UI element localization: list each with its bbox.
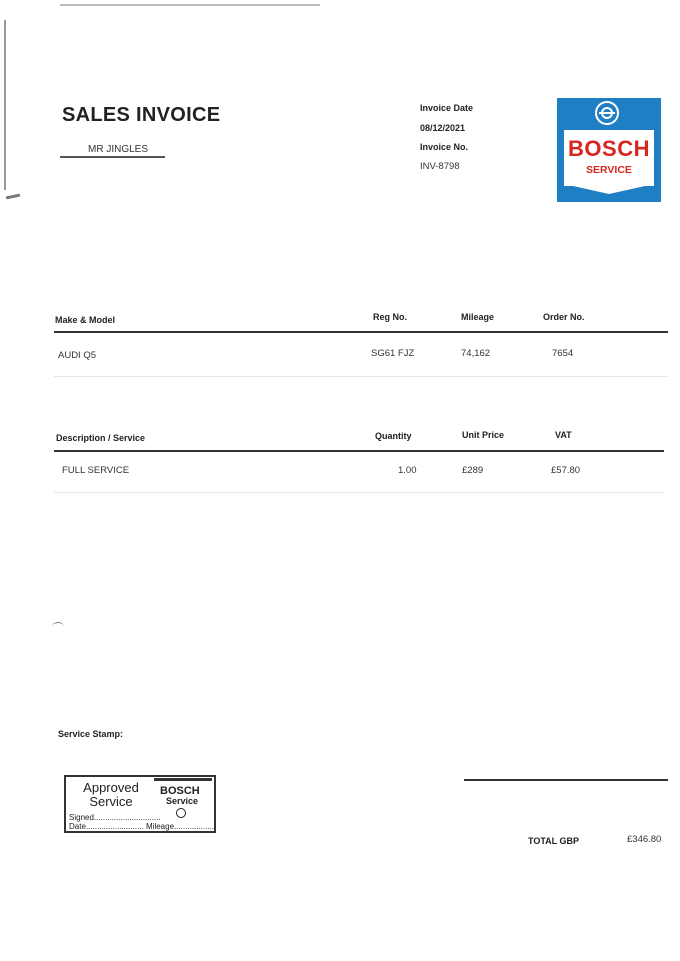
invoice-no-label: Invoice No. xyxy=(420,142,469,152)
vehicle-header-order-no: Order No. xyxy=(543,312,585,322)
vehicle-reg-no: SG61 FJZ xyxy=(371,348,415,359)
item-unit-price: £289 xyxy=(462,465,484,476)
stamp-brand-text: BOSCH xyxy=(160,785,200,797)
stamp-service-text: Service xyxy=(166,796,199,806)
service-stamp-label: Service Stamp: xyxy=(58,729,124,739)
vehicle-header-reg-no: Reg No. xyxy=(373,312,408,322)
logo-service-text: SERVICE xyxy=(586,164,632,176)
total-value: £346.80 xyxy=(627,834,662,845)
item-description: FULL SERVICE xyxy=(62,465,130,476)
stamp-mileage-line: Mileage.................. xyxy=(146,822,215,831)
scan-mark-left xyxy=(6,194,20,200)
item-vat: £57.80 xyxy=(551,465,581,476)
bosch-armature-icon xyxy=(595,101,619,125)
vehicle-order-no: 7654 xyxy=(552,348,574,359)
stamp-signed-line: Signed.............................. xyxy=(69,813,161,822)
scan-edge-left xyxy=(4,20,6,190)
logo-brand-text: BOSCH xyxy=(568,136,650,161)
vehicle-header-mileage: Mileage xyxy=(461,312,495,322)
stamp-date-line: Date.......................... xyxy=(69,822,144,831)
stamp-approved-text: Approved Service xyxy=(83,780,139,809)
vehicle-mileage: 74,162 xyxy=(461,348,491,359)
invoice-no-value: INV-8798 xyxy=(420,161,460,172)
items-header-vat: VAT xyxy=(555,430,572,440)
bosch-service-logo xyxy=(557,98,661,202)
approved-service-stamp xyxy=(64,775,216,833)
invoice-date-value: 08/12/2021 xyxy=(420,123,466,133)
items-header-rule xyxy=(54,450,664,452)
total-rule xyxy=(464,779,668,781)
vehicle-header-rule xyxy=(54,331,668,333)
invoice-date-label: Invoice Date xyxy=(420,103,474,113)
vehicle-header-make-model: Make & Model xyxy=(55,315,116,325)
vehicle-make-model: AUDI Q5 xyxy=(58,350,97,361)
vehicle-row-rule xyxy=(54,376,668,377)
items-header-unit-price: Unit Price xyxy=(462,430,505,440)
items-row-rule xyxy=(54,492,664,493)
items-header-quantity: Quantity xyxy=(375,431,412,441)
customer-name: MR JINGLES xyxy=(88,144,149,155)
stamp-bosch-icon xyxy=(176,808,186,818)
total-label: TOTAL GBP xyxy=(528,836,580,846)
items-header-description: Description / Service xyxy=(56,433,146,443)
customer-underline xyxy=(60,156,165,158)
scan-edge-top xyxy=(60,4,320,6)
invoice-title: SALES INVOICE xyxy=(62,104,221,126)
scan-mark-middle xyxy=(52,622,64,631)
item-quantity: 1.00 xyxy=(398,465,417,476)
